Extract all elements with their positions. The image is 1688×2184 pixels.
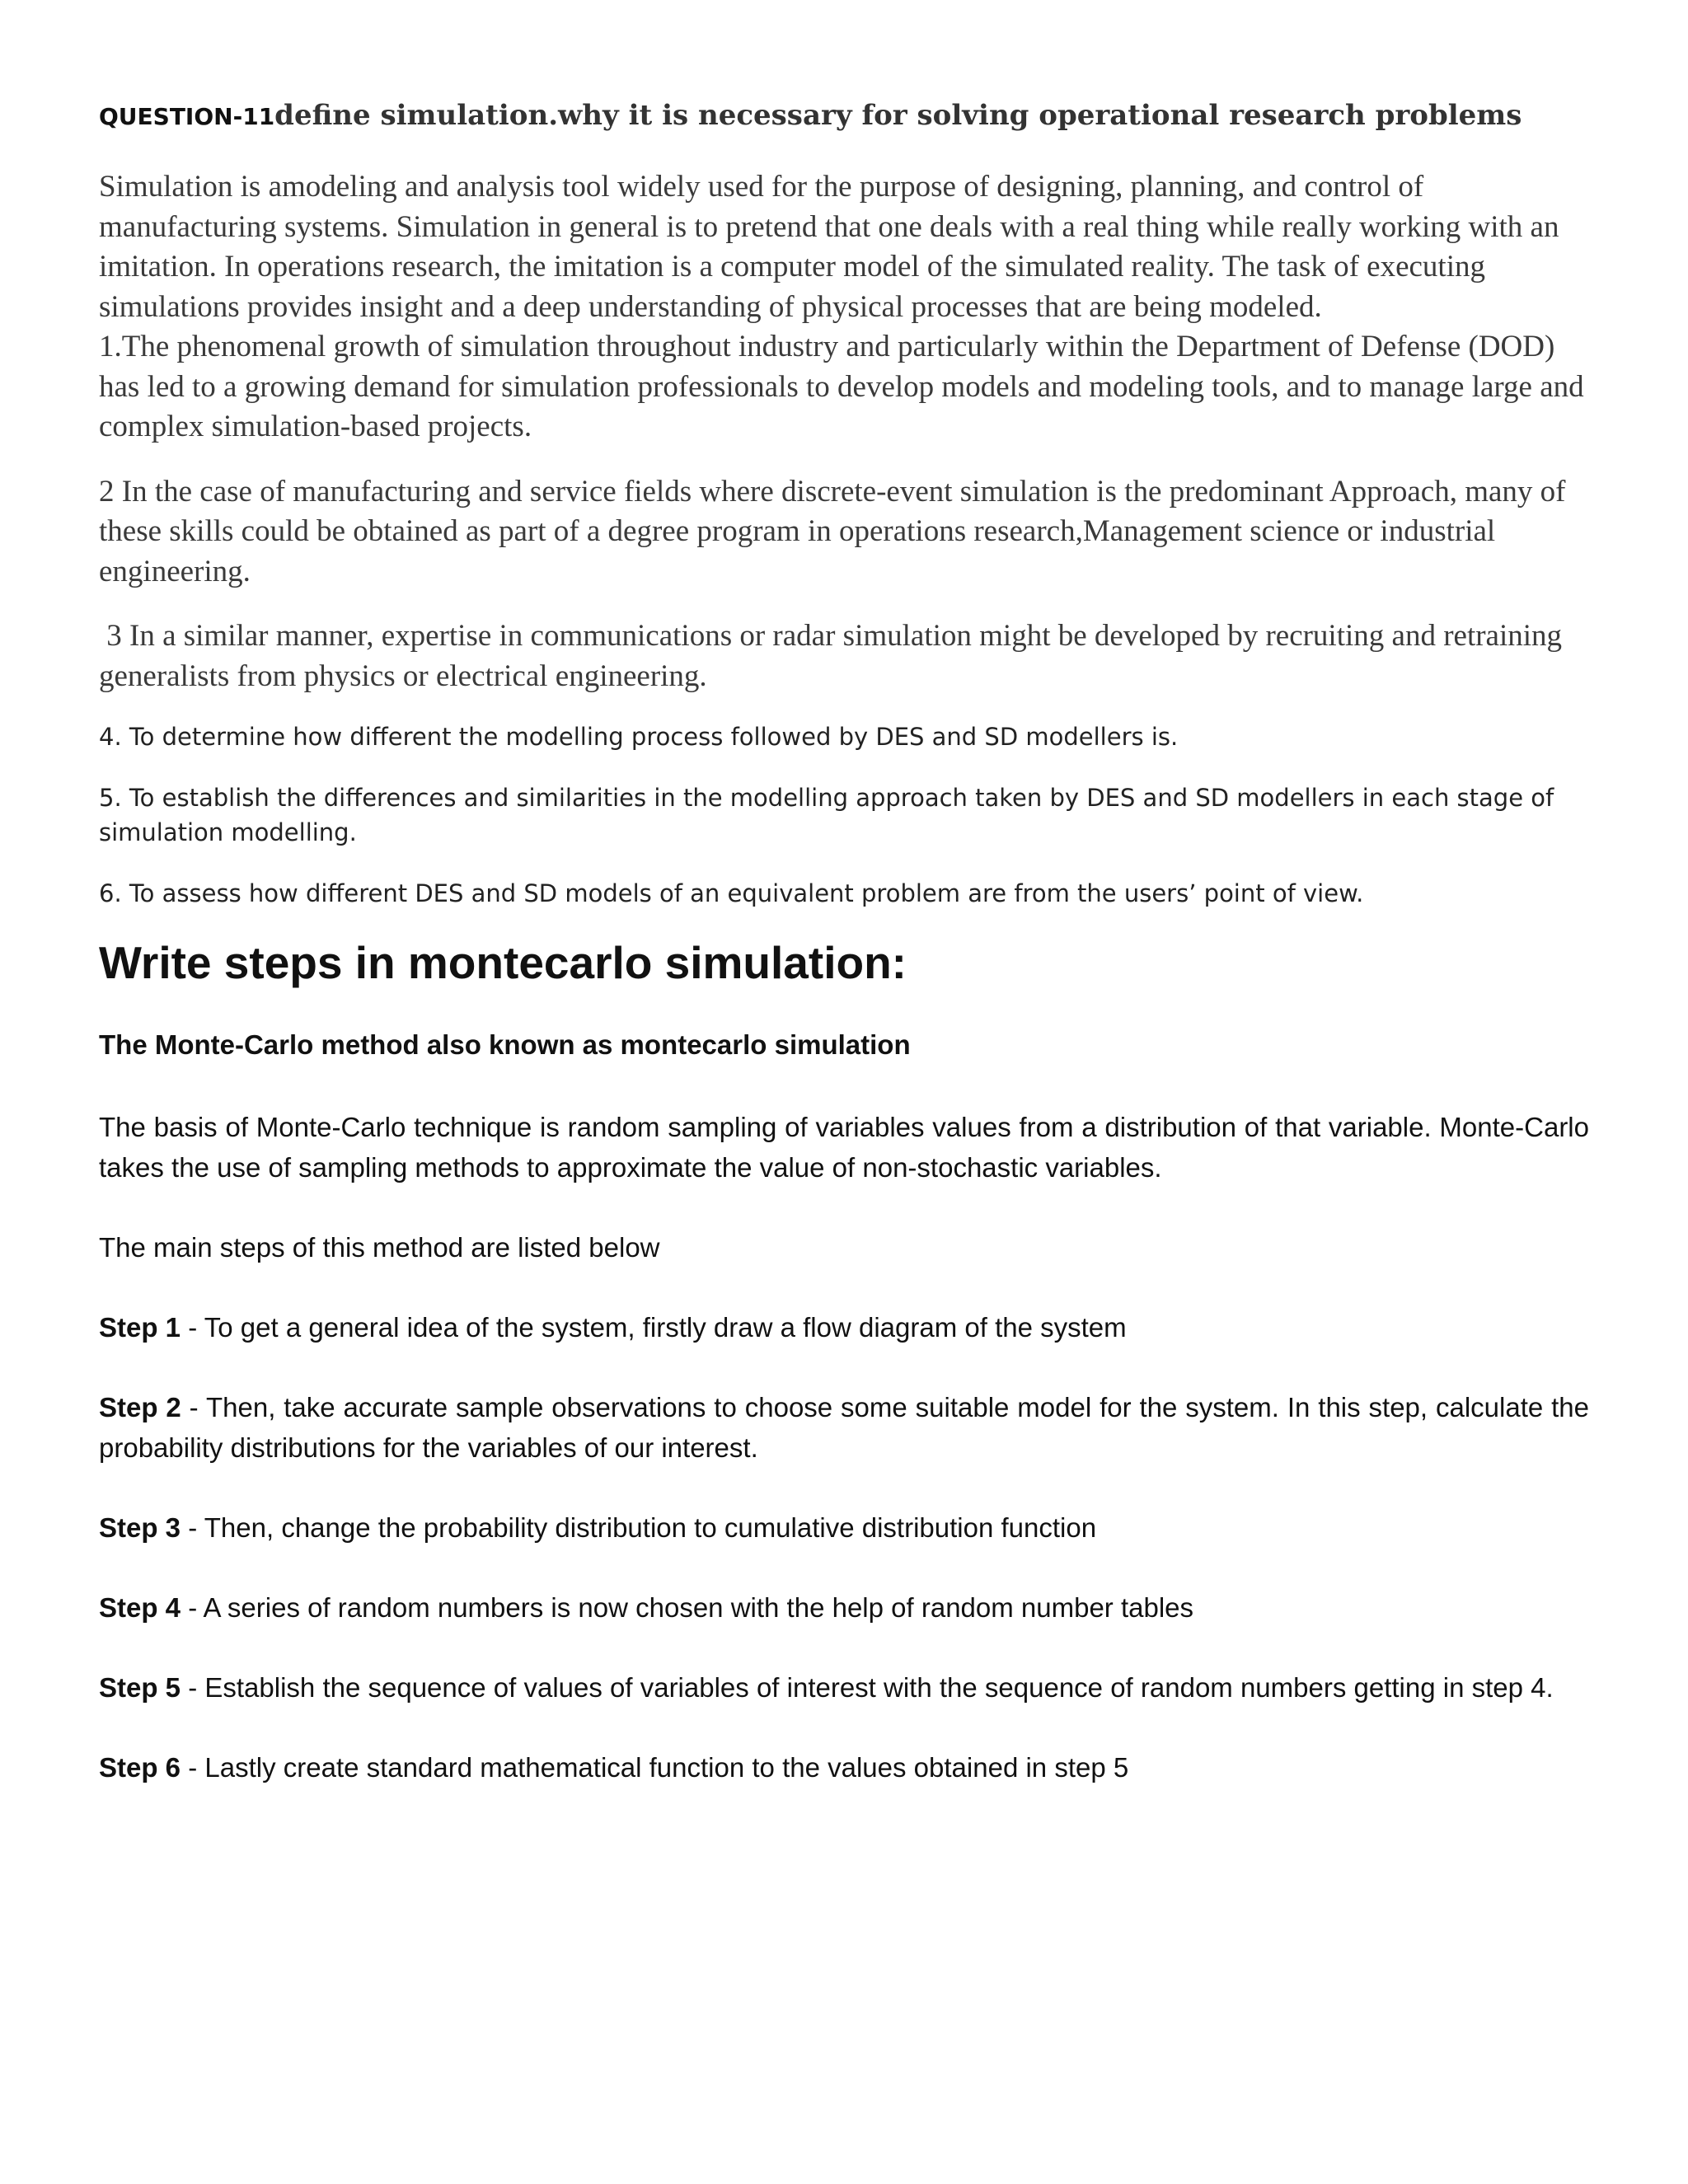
point-4: 4. To determine how different the modelling process followed by DES and SD modellers is. (99, 723, 1179, 751)
step-4 (99, 1587, 1589, 1628)
document-page (99, 92, 1589, 1788)
step-6-text: - Lastly create standard mathematical function to the values obtained in step 5 (181, 1752, 1129, 1783)
monte-carlo-heading: Write steps in montecarlo simulation: (99, 937, 907, 988)
steps-intro: The main steps of this method are listed below (99, 1232, 660, 1263)
point-6: 6. To assess how different DES and SD models of an equivalent problem are from the users’ point of view. (99, 879, 1364, 907)
point-3: 3 In a similar manner, expertise in communications or radar simulation might be developed by recruiting and retraining generalists from physics or electrical engineering. (99, 619, 1570, 693)
step-2 (99, 1387, 1589, 1468)
point-1: 1.The phenomenal growth of simulation throughout industry and particularly within the Department of Defense (DOD) has led to a growing demand for simulation professionals to develop models and modeling tools, and to manage large and complex simulation-based projects. (99, 330, 1584, 443)
step-3 (99, 1507, 1589, 1548)
step-4-text: - A series of random numbers is now chosen with the help of random number tables (181, 1592, 1194, 1623)
step-3-text: - Then, change the probability distribution to cumulative distribution function (181, 1512, 1097, 1543)
monte-carlo-subheading: The Monte-Carlo method also known as montecarlo simulation (99, 1029, 911, 1060)
step-4-label: Step 4 (99, 1592, 181, 1623)
point-2: 2 In the case of manufacturing and service fields where discrete-event simulation is the predominant Approach, many of these skills could be obtained as part of a degree program in operations research,Management science or industrial engineering. (99, 474, 1566, 588)
step-2-text: - Then, take accurate sample observations to choose some suitable model for the system. In this step, calculate the probability distributions for the variables of our interest. (99, 1392, 1589, 1463)
point-5: 5. To establish the differences and similarities in the modelling approach taken by DES and SD modellers in each stage of simulation modelling. (99, 784, 1554, 846)
step-5 (99, 1667, 1589, 1708)
step-5-label: Step 5 (99, 1672, 181, 1703)
question-text: define simulation.why it is necessary for solving operational research problems (274, 99, 1522, 132)
step-3-label: Step 3 (99, 1512, 181, 1543)
step-6-label: Step 6 (99, 1752, 181, 1783)
monte-carlo-basis: The basis of Monte-Carlo technique is random sampling of variables values from a distribution of that variable. Monte-Carlo takes the use of sampling methods to approximate the value of non-stochastic variables. (99, 1112, 1589, 1183)
step-1-text: - To get a general idea of the system, firstly draw a flow diagram of the system (181, 1312, 1127, 1343)
intro-paragraph: Simulation is amodeling and analysis tool widely used for the purpose of designing, planning, and control of manufacturing systems. Simulation in general is to pretend that one deals with a real thing while really working with an imitation. In operations research, the imitation is a computer model of the simulated reality. The task of executing simulations provides insight and a deep understanding of physical processes that are being modeled. (99, 170, 1559, 324)
question-heading (99, 92, 1589, 144)
step-1-label: Step 1 (99, 1312, 181, 1343)
step-5-text: - Establish the sequence of values of variables of interest with the sequence of random numbers getting in step 4. (181, 1672, 1554, 1703)
step-1 (99, 1307, 1589, 1347)
question-label: QUESTION-11 (99, 103, 275, 130)
step-6 (99, 1747, 1589, 1788)
step-2-label: Step 2 (99, 1392, 181, 1422)
